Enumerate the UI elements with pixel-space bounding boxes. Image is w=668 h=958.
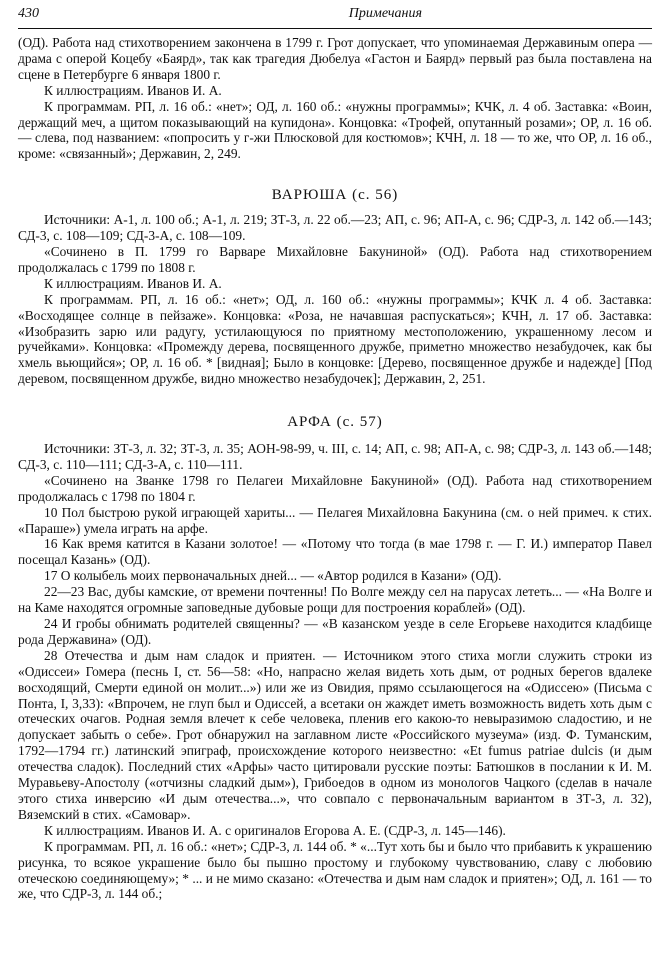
intro-illustrations: К иллюстрациям. Иванов И. А. [44, 82, 222, 98]
varyusha-programs: К программам. РП, л. 16 об.: «нет»; ОД, л. 160 об.: «нужны программы»; КЧК л. 4 об. Заставка: «Восходящее солнце в пейзаже». Концовка: «Роза, не начавшая распускаться»; КЧН, л. 17 об. Заставка: «Изобразить зарю или радугу, устилающуюся по приятному местоположению, украшенному лесом и ручейками». Концовка: «Промежду дерева, посвященного дружбе, приметно множество незабудочек, как бы хмель вьющийся»; ОР, л. 16 об. * [видная]; Было в концовке: [Дерево, посвященное дружбе и надежде] [Под деревом, посвященном дружбе, видно множество незабудочек]; Державин, 2, 251. [18, 291, 652, 387]
page-number: 430 [18, 6, 39, 21]
varyusha-composed: «Сочинено в П. 1799 го Варваре Михайловне Бакуниной» (ОД). Работа над стихотворением продолжалась с 1799 по 1808 г. [18, 243, 652, 275]
arfa-sources: Источники: ЗТ-3, л. 32; ЗТ-3, л. 35; АОН-98-99, ч. III, с. 14; АП, с. 98; АП-А, с. 98; СДР-3, л. 143 об.—148; СД-3, с. 110—111; СД-3-А, с. 110—111. [18, 441, 652, 472]
arfa-note-28: 28 Отечества и дым нам сладок и приятен. — Источником этого стиха могли служить строки из «Одиссеи» Гомера (песнь I, ст. 56—58: «Но, напрасно желая видеть хоть дым, от родных берегов вдалеке восходящий, Смерти единой он молит...») или же из Овидия, прямо ссылающегося на «Одиссею» (Письма с Понта, I, 3,33): «Впрочем, не глуп был и Одиссей, а всетаки он жаждет иметь возможность видеть хоть дым с отеческих очагов. Родная земля влечет к себе человека, пленив его какою-то невыразимою сладостию, и не допускает забыть о себе». Грот обнаружил на заглавном листе «Российского музеума» (изд. Ф. Туманским, 1792—1794 гг.) латинский эпиграф, происхождение которого неизвестно: «Et fumus patriae dulcis (и дым отечества сладок). Последний стих «Арфы» часто цитировали русские поэты: Батюшков в послании к И. М. Муравьеву-Апостолу («отчизны сладкий дым»), Грибоедов в одном из монологов Чацкого (сделав в начале этого стиха инверсию «И дым отечества...», что совпало с первоначальным вариантом в ЗТ-3, л. 32), Вяземский в стих. «Самовар». [18, 647, 652, 822]
varyusha-sources: Источники: А-1, л. 100 об.; А-1, л. 219; ЗТ-3, л. 22 об.—23; АП, с. 96; АП-А, с. 96; СДР-3, л. 142 об.—143; СД-3, с. 108—109; СД-3-А, с. 108—109. [18, 212, 652, 244]
intro-paragraph: (ОД). Работа над стихотворением закончена в 1799 г. Грот допускает, что упоминаемая Державиным опера — драма с оперой Коцебу «Баярд», так как трагедия Дюбелуа «Гастон и Баярд» первый раз была поставлена на сцене в Петербурге 6 января 1800 г. [18, 35, 652, 82]
page-header [18, 6, 652, 28]
arfa-composed: «Сочинено на Званке 1798 го Пелагеи Михайловне Бакуниной» (ОД). Работа над стихотворением продолжалась с 1798 по 1804 г. [18, 472, 652, 504]
intro-programs: К программам. РП, л. 16 об.: «нет»; ОД, л. 160 об.: «нужны программы»; КЧК, л. 4 об. Заставка: «Воин, держащий меч, а щитом показывающий на купидона». Концовка: «Трофей, опутанный розами»; ОР, л. 16 об. — слева, под названием: «попросить у г-жи Плюсковой для костюмов»; КЧН, л. 18 — то же, что ОР, л. 16 об., кроме: «связанный»; Державин, 2, 249. [18, 98, 652, 162]
arfa-note-24: 24 И гробы обнимать родителей священны? — «В казанском уезде в селе Егорьеве находится кладбище рода Державина» (ОД). [18, 616, 652, 647]
arfa-note-16: 16 Как время катится в Казани золотое! — «Потому что тогда (в мае 1798 г. — Г. И.) император Павел посещал Казань» (ОД). [18, 536, 652, 568]
section-spacer [18, 431, 652, 441]
section-title-varyusha: ВАРЮША (с. 56) [271, 187, 399, 204]
arfa-note-17: 17 О колыбель моих первоначальных дней... — «Автор родился в Казани» (ОД). [44, 568, 502, 584]
section-spacer [18, 387, 652, 415]
section-spacer [18, 162, 652, 188]
header-rule [18, 28, 652, 29]
section-spacer [18, 204, 652, 212]
arfa-note-22-23: 22—23 Вас, дубы камские, от времени почтенны! По Волге между сел на парусах лететь... — «На Волге и на Каме находятся огромные заповедные дубовые рощи для построения кораблей» (ОД). [18, 584, 652, 616]
arfa-illustrations: К иллюстрациям. Иванов И. А. с оригиналов Егорова А. Е. (СДР-3, л. 145—146). [44, 822, 506, 838]
section-title-arfa: АРФА (с. 57) [287, 414, 383, 431]
running-title: Примечания [348, 6, 422, 21]
varyusha-illustrations: К иллюстрациям. Иванов И. А. [44, 275, 222, 291]
arfa-note-10: 10 Пол быстрою рукой играющей хариты... — Пелагея Михайловна Бакунина (см. о ней примеч. к стих. «Параше») умела играть на арфе. [18, 504, 652, 536]
arfa-programs: К программам. РП, л. 16 об.: «нет»; СДР-3, л. 144 об. * «...Тут хоть бы и было что прибавить к украшению рисунка, то всякое украшение было бы пышно простому и глубокому чувствованию, славу с любовию отеческою соединяющему»; * ... и не мимо сказано: «Отечества и дым нам сладок и приятен»; ОД, л. 161 — то же, что СДР-3, л. 144 об.; [18, 838, 652, 902]
